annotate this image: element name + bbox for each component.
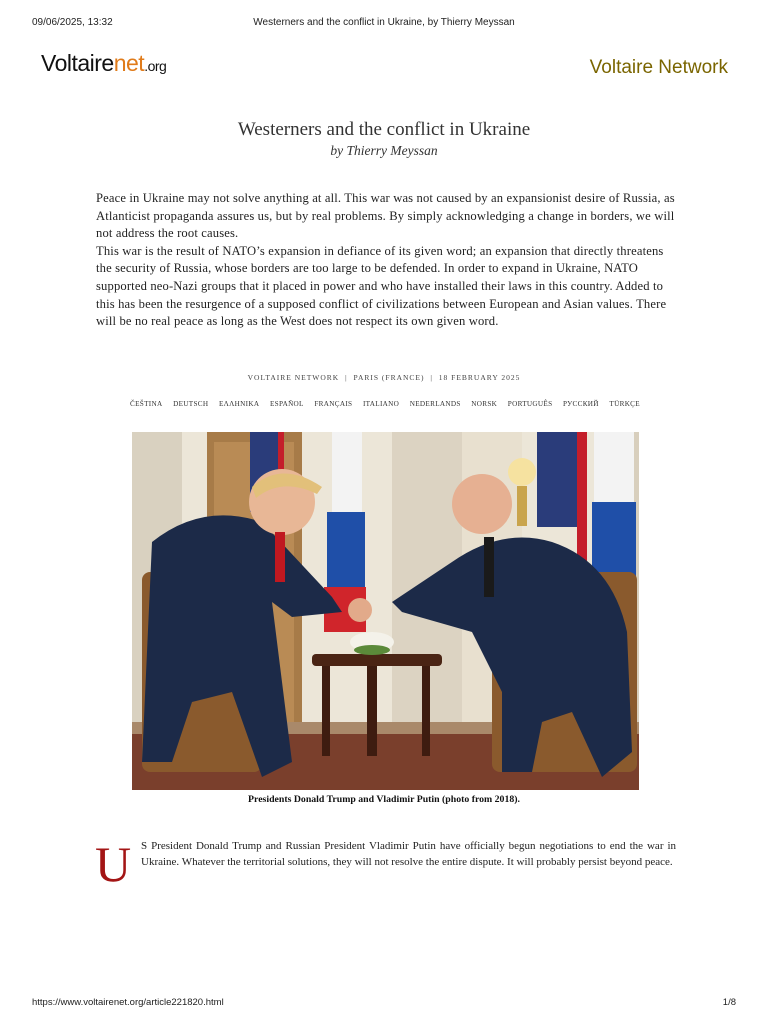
meta-source: VOLTAIRE NETWORK: [247, 373, 340, 382]
print-header: [32, 17, 736, 31]
article-meta: [0, 373, 768, 382]
language-link[interactable]: ΕΛΛΗΝΙΚΑ: [218, 400, 260, 408]
drop-cap: U: [95, 836, 132, 892]
language-link[interactable]: ESPAÑOL: [269, 400, 304, 408]
print-datetime: 09/06/2025, 13:32: [32, 17, 113, 28]
site-logo[interactable]: [41, 50, 166, 77]
network-brand-link[interactable]: Voltaire Network: [589, 57, 728, 78]
logo-text-voltaire: Voltaire: [41, 50, 114, 76]
article-body: [95, 836, 676, 892]
language-link[interactable]: РУССКИЙ: [563, 400, 599, 408]
photo-caption: Presidents Donald Trump and Vladimir Putin (photo from 2018).: [248, 794, 520, 805]
meta-place: PARIS (FRANCE): [353, 373, 425, 382]
article-photo: [132, 432, 639, 790]
meta-separator: |: [345, 373, 348, 382]
handshake-photo-illustration: [132, 432, 639, 790]
print-footer: [32, 997, 736, 1009]
article-title: Westerners and the conflict in Ukraine: [237, 119, 531, 140]
language-links: [130, 400, 640, 408]
article-byline[interactable]: by Thierry Meyssan: [330, 143, 438, 158]
logo-text-net: net: [113, 50, 145, 76]
meta-date: 18 FEBRUARY 2025: [438, 373, 521, 382]
article-summary: [96, 190, 676, 331]
print-document-title: Westerners and the conflict in Ukraine, by Thierry Meyssan: [253, 17, 515, 28]
print-url: https://www.voltairenet.org/article221820.html: [32, 997, 224, 1008]
language-link[interactable]: PORTUGUÊS: [507, 400, 553, 408]
language-link[interactable]: TÜRKÇE: [609, 400, 640, 408]
language-link[interactable]: ITALIANO: [362, 400, 400, 408]
summary-paragraph: Peace in Ukraine may not solve anything at all. This war was not caused by an expansionist desire of Russia, as Atlanticist propaganda assures us, but by real problems. By simply acknowledging a change in borders, we will not address the root causes.: [96, 191, 675, 241]
print-page-number: 1/8: [722, 997, 736, 1008]
language-link[interactable]: ČEŠTINA: [130, 400, 163, 408]
language-link[interactable]: FRANÇAIS: [314, 400, 353, 408]
summary-paragraph: This war is the result of NATO’s expansion in defiance of its given word; an expansion that directly threatens the security of Russia, whose borders are too large to be defended. In order to expand in Ukraine, NATO supported neo-Nazi groups that it placed in power and who have installed their laws in this country. Added to this has been the resurgence of a supposed conflict of civilizations between European and Asian values. There will be no real peace as long as the West does not respect its own given word.: [96, 243, 667, 329]
body-paragraph: S President Donald Trump and Russian President Vladimir Putin have officially begun negotiations to end the war in Ukraine. Whatever the territorial solutions, they will not resolve the entire dispute. It will probably persist beyond peace.: [141, 840, 676, 869]
language-link[interactable]: NORSK: [471, 400, 498, 408]
meta-separator: |: [430, 373, 433, 382]
logo-text-org: .org: [144, 58, 167, 74]
language-link[interactable]: NEDERLANDS: [409, 400, 461, 408]
language-link[interactable]: DEUTSCH: [173, 400, 209, 408]
